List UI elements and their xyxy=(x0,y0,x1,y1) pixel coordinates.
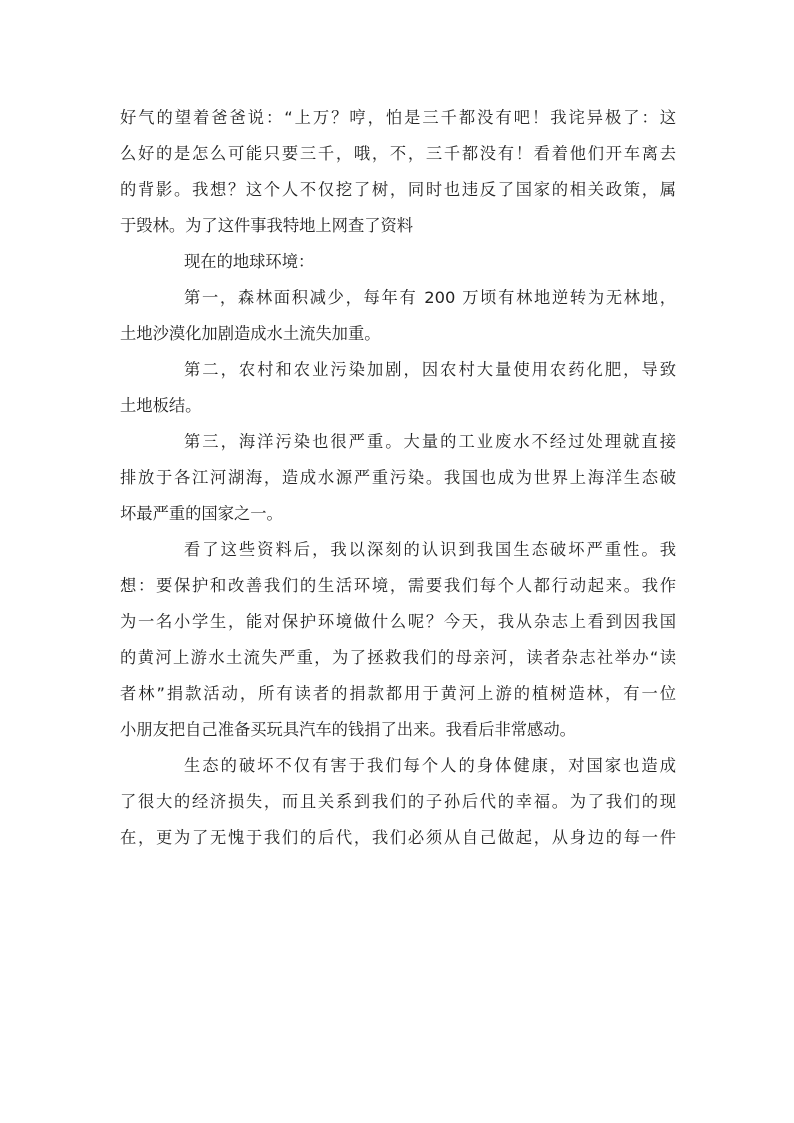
text-line xyxy=(120,172,676,208)
text-line xyxy=(120,460,676,496)
text-line xyxy=(120,352,676,388)
text-line-content: 第一，森林面积减少，每年有 200 万顷有林地逆转为无林地， xyxy=(184,288,676,307)
text-line-content: 为一名小学生，能对保护环境做什么呢？今天，我从杂志上看到因我国 xyxy=(120,612,676,631)
text-line xyxy=(120,748,676,784)
text-line xyxy=(120,532,676,568)
text-line xyxy=(120,100,676,136)
text-line-content: 在，更为了无愧于我们的后代，我们必须从自己做起，从身边的每一件 xyxy=(120,828,676,847)
text-line-content: 排放于各江河湖海，造成水源严重污染。我国也成为世界上海洋生态破 xyxy=(120,468,676,487)
text-line xyxy=(120,604,676,640)
text-line xyxy=(120,712,676,748)
text-line xyxy=(120,388,676,424)
text-line xyxy=(120,280,676,316)
text-line-content: 土地沙漠化加剧造成水土流失加重。 xyxy=(120,324,381,343)
text-line-content: 于毁林。为了这件事我特地上网查了资料 xyxy=(120,216,414,235)
text-line-content: 小朋友把自己准备买玩具汽车的钱捐了出来。我看后非常感动。 xyxy=(120,720,576,739)
text-line-content: 土地板结。 xyxy=(120,396,202,415)
section-heading xyxy=(120,244,676,280)
text-line-content: 的背影。我想？这个人不仅挖了树，同时也违反了国家的相关政策，属 xyxy=(120,180,676,199)
text-line-content: 第三，海洋污染也很严重。大量的工业废水不经过处理就直接 xyxy=(184,432,676,451)
text-line-content: 的黄河上游水土流失严重，为了拯救我们的母亲河，读者杂志社举办“读 xyxy=(120,648,676,667)
text-line-content: 现在的地球环境： xyxy=(184,252,315,271)
text-line xyxy=(120,784,676,820)
text-line-content: 者林”捐款活动，所有读者的捐款都用于黄河上游的植树造林，有一位 xyxy=(120,684,676,703)
text-line-content: 看了这些资料后，我以深刻的认识到我国生态破坏严重性。我 xyxy=(184,540,676,559)
text-line-content: 么好的是怎么可能只要三千，哦，不，三千都没有！看着他们开车离去 xyxy=(120,144,676,163)
text-line xyxy=(120,208,676,244)
text-line-content: 想：要保护和改善我们的生活环境，需要我们每个人都行动起来。我作 xyxy=(120,576,676,595)
text-line xyxy=(120,676,676,712)
text-line-content: 了很大的经济损失，而且关系到我们的子孙后代的幸福。为了我们的现 xyxy=(120,792,676,811)
text-line-content: 好气的望着爸爸说：“上万？哼，怕是三千都没有吧！我诧异极了：这 xyxy=(120,108,676,127)
text-line xyxy=(120,640,676,676)
text-line-content: 生态的破坏不仅有害于我们每个人的身体健康，对国家也造成 xyxy=(184,756,676,775)
document-body xyxy=(120,100,676,856)
text-line-content: 坏最严重的国家之一。 xyxy=(120,504,283,523)
text-line xyxy=(120,316,676,352)
text-line xyxy=(120,136,676,172)
text-line xyxy=(120,496,676,532)
text-line xyxy=(120,568,676,604)
text-line xyxy=(120,820,676,856)
text-line-content: 第二，农村和农业污染加剧，因农村大量使用农药化肥，导致 xyxy=(184,360,676,379)
text-line xyxy=(120,424,676,460)
